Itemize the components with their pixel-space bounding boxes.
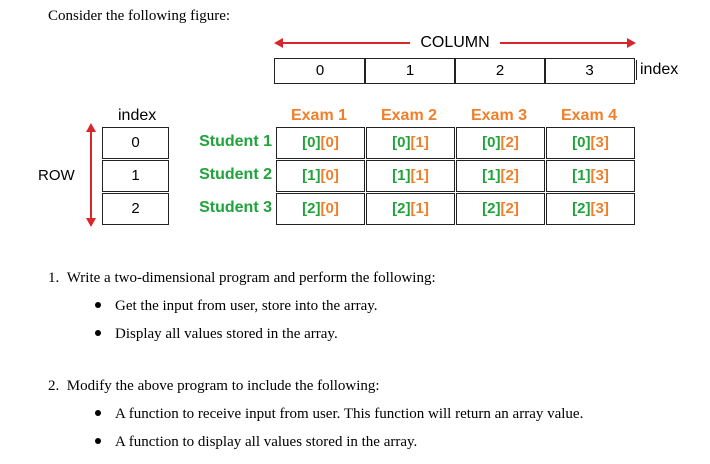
column-index-3: 3 [544, 58, 635, 84]
bullet-icon [95, 410, 101, 416]
array-cell-0-0: [0][0] [276, 127, 365, 159]
array-cell-0-1: [0][1] [366, 127, 455, 159]
question-2 [48, 378, 380, 395]
array-cell-1-2: [1][2] [456, 160, 545, 192]
array-cell-1-0: [1][0] [276, 160, 365, 192]
student-label-3: Student 3 [199, 199, 272, 216]
question-2-bullet-2: A function to display all values stored in the array. [95, 434, 417, 451]
array-cell-0-2: [0][2] [456, 127, 545, 159]
bullet-icon [95, 330, 101, 336]
array-cell-1-1: [1][1] [366, 160, 455, 192]
array-cell-1-3: [1][3] [546, 160, 635, 192]
array-cell-2-3: [2][3] [546, 193, 635, 225]
question-1-bullet-1: Get the input from user, store into the array. [95, 298, 378, 315]
student-label-1: Student 1 [199, 133, 272, 150]
row-arrow [84, 123, 98, 227]
column-index-label: index [636, 60, 678, 80]
row-index-2: 2 [102, 193, 169, 225]
column-label: COLUMN [410, 34, 500, 52]
question-1-number: 1. [48, 270, 60, 286]
row-label: ROW [38, 167, 75, 184]
bullet-icon [95, 302, 101, 308]
question-2-text: Modify the above program to include the following: [66, 378, 380, 394]
question-1-text: Write a two-dimensional program and perform the following: [66, 270, 436, 286]
array-cell-2-0: [2][0] [276, 193, 365, 225]
question-1-bullet-2: Display all values stored in the array. [95, 326, 338, 343]
array-cell-2-1: [2][1] [366, 193, 455, 225]
column-index-1: 1 [364, 58, 456, 84]
array-cell-2-2: [2][2] [456, 193, 545, 225]
row-index-0: 0 [102, 127, 169, 159]
question-2-bullet-1: A function to receive input from user. This function will return an array value. [95, 406, 583, 423]
row-index-1: 1 [102, 160, 169, 192]
column-index-2: 2 [454, 58, 546, 84]
column-index-0: 0 [274, 58, 366, 84]
intro-text: Consider the following figure: [48, 8, 231, 24]
student-label-2: Student 2 [199, 166, 272, 183]
array-cell-0-3: [0][3] [546, 127, 635, 159]
exam-header-3: Exam 3 [470, 107, 528, 124]
question-2-number: 2. [48, 378, 60, 394]
exam-header-2: Exam 2 [380, 107, 438, 124]
row-index-label: index [118, 107, 157, 124]
exam-header-1: Exam 1 [290, 107, 348, 124]
question-1 [48, 270, 436, 287]
bullet-icon [95, 438, 101, 444]
exam-header-4: Exam 4 [560, 107, 618, 124]
